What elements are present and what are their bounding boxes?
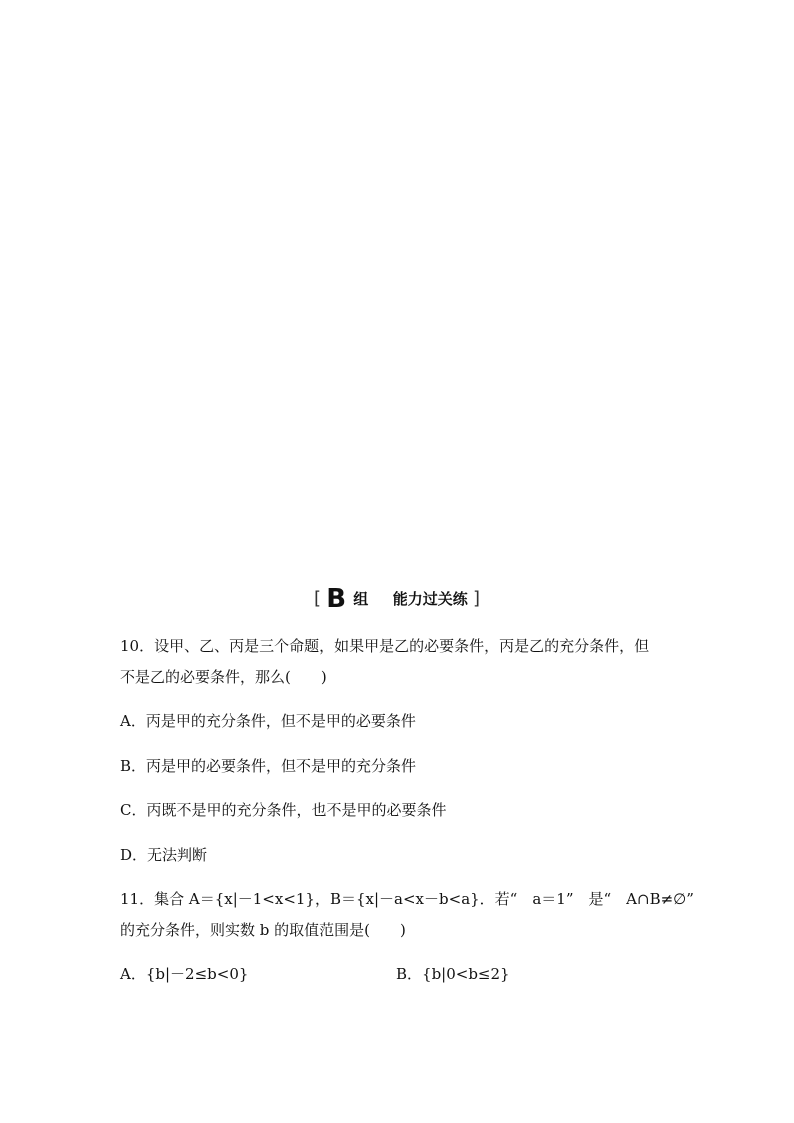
question-10-option-a: A．丙是甲的充分条件，但不是甲的必要条件 bbox=[120, 712, 416, 730]
question-10-option-c: C．丙既不是甲的充分条件，也不是甲的必要条件 bbox=[120, 801, 447, 819]
question-10-line-1: 10．设甲、乙、丙是三个命题，如果甲是乙的必要条件，丙是乙的充分条件，但 bbox=[120, 637, 650, 655]
question-10-option-b: B．丙是甲的必要条件，但不是甲的充分条件 bbox=[120, 757, 417, 775]
question-11-option-a: A．{b|－2≤b<0} bbox=[120, 965, 249, 983]
group-letter: B bbox=[326, 584, 347, 614]
header-close-bracket: ] bbox=[473, 588, 481, 609]
question-10-option-d: D．无法判断 bbox=[120, 846, 208, 864]
question-11-option-b: B．{b|0<b≤2} bbox=[396, 965, 510, 983]
section-title: 能力过关练 bbox=[392, 590, 468, 608]
group-label: 组 bbox=[353, 590, 369, 608]
header-open-bracket: [ bbox=[313, 588, 321, 609]
question-11-line-1: 11．集合 A＝{x|－1<x<1}，B＝{x|－a<x－b<a}．若“ a＝1” 是“ A∩B≠∅” bbox=[120, 890, 694, 908]
question-10-line-2: 不是乙的必要条件，那么( ) bbox=[120, 668, 327, 686]
question-11-line-2: 的充分条件，则实数 b 的取值范围是( ) bbox=[120, 921, 406, 939]
section-header bbox=[0, 584, 794, 614]
